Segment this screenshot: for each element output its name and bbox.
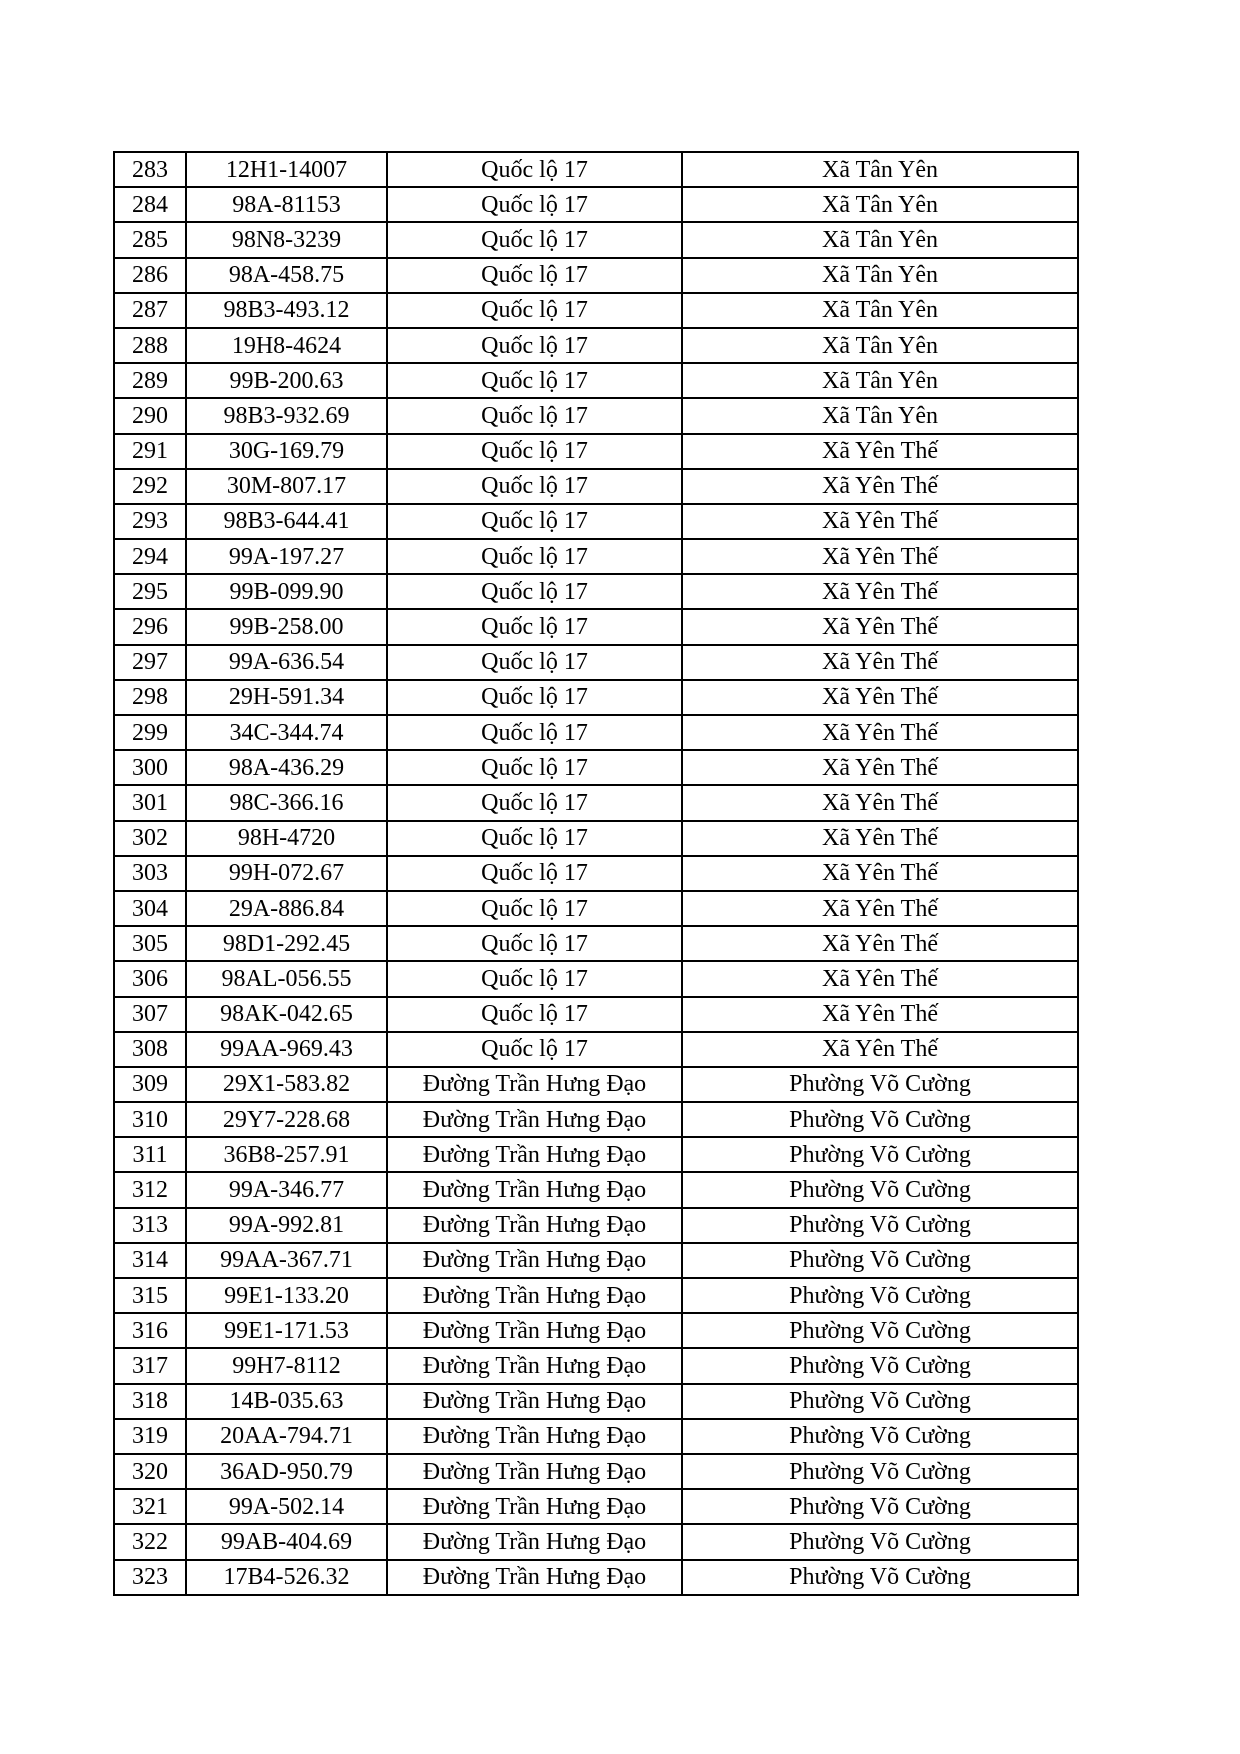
ward-name-cell: Xã Yên Thế [682,469,1078,504]
license-plate-cell: 98A-81153 [186,187,387,222]
table-row [114,961,1078,996]
row-number-cell: 315 [114,1278,186,1313]
license-plate-cell: 19H8-4624 [186,328,387,363]
row-number-cell: 285 [114,222,186,257]
license-plate-cell: 98AK-042.65 [186,997,387,1032]
license-plate-cell: 29A-886.84 [186,891,387,926]
row-number-cell: 292 [114,469,186,504]
ward-name-cell: Phường Võ Cường [682,1454,1078,1489]
road-name-cell: Đường Trần Hưng Đạo [387,1384,682,1419]
road-name-cell: Quốc lộ 17 [387,293,682,328]
table-row [114,1172,1078,1207]
table-row [114,1032,1078,1067]
license-plate-cell: 12H1-14007 [186,152,387,187]
road-name-cell: Quốc lộ 17 [387,398,682,433]
row-number-cell: 289 [114,363,186,398]
ward-name-cell: Xã Yên Thế [682,504,1078,539]
road-name-cell: Quốc lộ 17 [387,1032,682,1067]
table-row [114,1348,1078,1383]
ward-name-cell: Phường Võ Cường [682,1419,1078,1454]
row-number-cell: 290 [114,398,186,433]
row-number-cell: 306 [114,961,186,996]
ward-name-cell: Phường Võ Cường [682,1278,1078,1313]
road-name-cell: Quốc lộ 17 [387,680,682,715]
license-plate-cell: 98C-366.16 [186,785,387,820]
license-plate-cell: 98N8-3239 [186,222,387,257]
road-name-cell: Quốc lộ 17 [387,997,682,1032]
license-plate-cell: 98B3-932.69 [186,398,387,433]
license-plate-cell: 99AA-367.71 [186,1243,387,1278]
road-name-cell: Đường Trần Hưng Đạo [387,1348,682,1383]
license-plate-cell: 98A-458.75 [186,258,387,293]
row-number-cell: 310 [114,1102,186,1137]
row-number-cell: 323 [114,1560,186,1595]
license-plate-cell: 98H-4720 [186,821,387,856]
ward-name-cell: Phường Võ Cường [682,1560,1078,1595]
row-number-cell: 295 [114,574,186,609]
road-name-cell: Đường Trần Hưng Đạo [387,1102,682,1137]
row-number-cell: 298 [114,680,186,715]
row-number-cell: 288 [114,328,186,363]
road-name-cell: Đường Trần Hưng Đạo [387,1454,682,1489]
road-name-cell: Đường Trần Hưng Đạo [387,1313,682,1348]
table-row [114,1419,1078,1454]
table-row [114,1384,1078,1419]
ward-name-cell: Xã Yên Thế [682,609,1078,644]
table-row [114,1102,1078,1137]
row-number-cell: 318 [114,1384,186,1419]
road-name-cell: Đường Trần Hưng Đạo [387,1524,682,1559]
row-number-cell: 283 [114,152,186,187]
ward-name-cell: Xã Tân Yên [682,258,1078,293]
table-row [114,469,1078,504]
road-name-cell: Quốc lộ 17 [387,891,682,926]
table-row [114,1278,1078,1313]
ward-name-cell: Phường Võ Cường [682,1489,1078,1524]
row-number-cell: 309 [114,1067,186,1102]
road-name-cell: Quốc lộ 17 [387,715,682,750]
table-row [114,645,1078,680]
road-name-cell: Đường Trần Hưng Đạo [387,1278,682,1313]
row-number-cell: 304 [114,891,186,926]
table-row [114,997,1078,1032]
table-row [114,152,1078,187]
table-row [114,363,1078,398]
row-number-cell: 302 [114,821,186,856]
road-name-cell: Quốc lộ 17 [387,504,682,539]
table-row [114,1208,1078,1243]
row-number-cell: 321 [114,1489,186,1524]
ward-name-cell: Xã Yên Thế [682,715,1078,750]
road-name-cell: Quốc lộ 17 [387,152,682,187]
ward-name-cell: Xã Yên Thế [682,434,1078,469]
table-row [114,434,1078,469]
row-number-cell: 312 [114,1172,186,1207]
table-row [114,222,1078,257]
license-plate-cell: 99H-072.67 [186,856,387,891]
table-row [114,891,1078,926]
table-row [114,1137,1078,1172]
license-plate-cell: 14B-035.63 [186,1384,387,1419]
table-row [114,750,1078,785]
row-number-cell: 313 [114,1208,186,1243]
road-name-cell: Quốc lộ 17 [387,222,682,257]
row-number-cell: 322 [114,1524,186,1559]
ward-name-cell: Xã Tân Yên [682,293,1078,328]
ward-name-cell: Phường Võ Cường [682,1067,1078,1102]
license-plate-cell: 99E1-133.20 [186,1278,387,1313]
license-plate-cell: 20AA-794.71 [186,1419,387,1454]
road-name-cell: Đường Trần Hưng Đạo [387,1243,682,1278]
license-plate-cell: 99A-992.81 [186,1208,387,1243]
row-number-cell: 317 [114,1348,186,1383]
road-name-cell: Đường Trần Hưng Đạo [387,1489,682,1524]
ward-name-cell: Phường Võ Cường [682,1137,1078,1172]
table-row [114,785,1078,820]
license-plate-cell: 99H7-8112 [186,1348,387,1383]
ward-name-cell: Xã Tân Yên [682,187,1078,222]
table-row [114,1560,1078,1595]
row-number-cell: 293 [114,504,186,539]
table-row [114,1524,1078,1559]
row-number-cell: 296 [114,609,186,644]
ward-name-cell: Xã Yên Thế [682,574,1078,609]
table-row [114,1313,1078,1348]
license-plate-cell: 29X1-583.82 [186,1067,387,1102]
row-number-cell: 319 [114,1419,186,1454]
ward-name-cell: Xã Yên Thế [682,997,1078,1032]
license-plate-cell: 99A-636.54 [186,645,387,680]
row-number-cell: 305 [114,926,186,961]
ward-name-cell: Xã Yên Thế [682,1032,1078,1067]
ward-name-cell: Xã Tân Yên [682,398,1078,433]
ward-name-cell: Xã Yên Thế [682,891,1078,926]
row-number-cell: 311 [114,1137,186,1172]
ward-name-cell: Xã Tân Yên [682,152,1078,187]
vehicle-record-table [113,151,1079,1596]
road-name-cell: Đường Trần Hưng Đạo [387,1419,682,1454]
row-number-cell: 316 [114,1313,186,1348]
ward-name-cell: Phường Võ Cường [682,1102,1078,1137]
road-name-cell: Quốc lộ 17 [387,187,682,222]
row-number-cell: 297 [114,645,186,680]
road-name-cell: Quốc lộ 17 [387,328,682,363]
ward-name-cell: Phường Võ Cường [682,1172,1078,1207]
license-plate-cell: 98D1-292.45 [186,926,387,961]
ward-name-cell: Xã Yên Thế [682,856,1078,891]
ward-name-cell: Phường Võ Cường [682,1384,1078,1419]
table-row [114,187,1078,222]
row-number-cell: 300 [114,750,186,785]
road-name-cell: Quốc lộ 17 [387,821,682,856]
road-name-cell: Quốc lộ 17 [387,961,682,996]
road-name-cell: Quốc lộ 17 [387,645,682,680]
road-name-cell: Quốc lộ 17 [387,609,682,644]
license-plate-cell: 36AD-950.79 [186,1454,387,1489]
ward-name-cell: Xã Yên Thế [682,750,1078,785]
table-row [114,680,1078,715]
ward-name-cell: Phường Võ Cường [682,1524,1078,1559]
table-body [114,152,1078,1595]
road-name-cell: Quốc lộ 17 [387,750,682,785]
license-plate-cell: 99AA-969.43 [186,1032,387,1067]
row-number-cell: 291 [114,434,186,469]
license-plate-cell: 98B3-493.12 [186,293,387,328]
table-row [114,504,1078,539]
ward-name-cell: Phường Võ Cường [682,1313,1078,1348]
ward-name-cell: Xã Tân Yên [682,222,1078,257]
table-row [114,574,1078,609]
row-number-cell: 301 [114,785,186,820]
row-number-cell: 286 [114,258,186,293]
license-plate-cell: 99A-346.77 [186,1172,387,1207]
license-plate-cell: 30M-807.17 [186,469,387,504]
table-row [114,293,1078,328]
road-name-cell: Quốc lộ 17 [387,469,682,504]
road-name-cell: Quốc lộ 17 [387,574,682,609]
ward-name-cell: Xã Yên Thế [682,821,1078,856]
row-number-cell: 314 [114,1243,186,1278]
row-number-cell: 284 [114,187,186,222]
license-plate-cell: 99AB-404.69 [186,1524,387,1559]
road-name-cell: Đường Trần Hưng Đạo [387,1560,682,1595]
table-row [114,328,1078,363]
road-name-cell: Quốc lộ 17 [387,856,682,891]
license-plate-cell: 30G-169.79 [186,434,387,469]
table-row [114,1454,1078,1489]
table-row [114,821,1078,856]
road-name-cell: Quốc lộ 17 [387,785,682,820]
road-name-cell: Đường Trần Hưng Đạo [387,1137,682,1172]
license-plate-cell: 99B-099.90 [186,574,387,609]
road-name-cell: Quốc lộ 17 [387,434,682,469]
table-row [114,1067,1078,1102]
ward-name-cell: Xã Yên Thế [682,961,1078,996]
road-name-cell: Quốc lộ 17 [387,258,682,293]
row-number-cell: 307 [114,997,186,1032]
road-name-cell: Đường Trần Hưng Đạo [387,1067,682,1102]
table-row [114,539,1078,574]
row-number-cell: 299 [114,715,186,750]
ward-name-cell: Xã Yên Thế [682,539,1078,574]
ward-name-cell: Phường Võ Cường [682,1348,1078,1383]
table-row [114,609,1078,644]
ward-name-cell: Phường Võ Cường [682,1208,1078,1243]
ward-name-cell: Xã Yên Thế [682,785,1078,820]
license-plate-cell: 99E1-171.53 [186,1313,387,1348]
row-number-cell: 308 [114,1032,186,1067]
row-number-cell: 287 [114,293,186,328]
road-name-cell: Đường Trần Hưng Đạo [387,1172,682,1207]
ward-name-cell: Xã Yên Thế [682,926,1078,961]
ward-name-cell: Phường Võ Cường [682,1243,1078,1278]
ward-name-cell: Xã Yên Thế [682,680,1078,715]
row-number-cell: 303 [114,856,186,891]
table-row [114,926,1078,961]
license-plate-cell: 29H-591.34 [186,680,387,715]
ward-name-cell: Xã Tân Yên [682,363,1078,398]
license-plate-cell: 29Y7-228.68 [186,1102,387,1137]
license-plate-cell: 99B-200.63 [186,363,387,398]
road-name-cell: Quốc lộ 17 [387,363,682,398]
license-plate-cell: 98AL-056.55 [186,961,387,996]
row-number-cell: 294 [114,539,186,574]
table-row [114,715,1078,750]
license-plate-cell: 98B3-644.41 [186,504,387,539]
table-row [114,1243,1078,1278]
table-row [114,856,1078,891]
license-plate-cell: 98A-436.29 [186,750,387,785]
license-plate-cell: 36B8-257.91 [186,1137,387,1172]
table-row [114,1489,1078,1524]
row-number-cell: 320 [114,1454,186,1489]
table-row [114,398,1078,433]
license-plate-cell: 99A-502.14 [186,1489,387,1524]
road-name-cell: Quốc lộ 17 [387,539,682,574]
license-plate-cell: 99B-258.00 [186,609,387,644]
road-name-cell: Quốc lộ 17 [387,926,682,961]
ward-name-cell: Xã Yên Thế [682,645,1078,680]
road-name-cell: Đường Trần Hưng Đạo [387,1208,682,1243]
license-plate-cell: 99A-197.27 [186,539,387,574]
license-plate-cell: 34C-344.74 [186,715,387,750]
ward-name-cell: Xã Tân Yên [682,328,1078,363]
license-plate-cell: 17B4-526.32 [186,1560,387,1595]
table-row [114,258,1078,293]
